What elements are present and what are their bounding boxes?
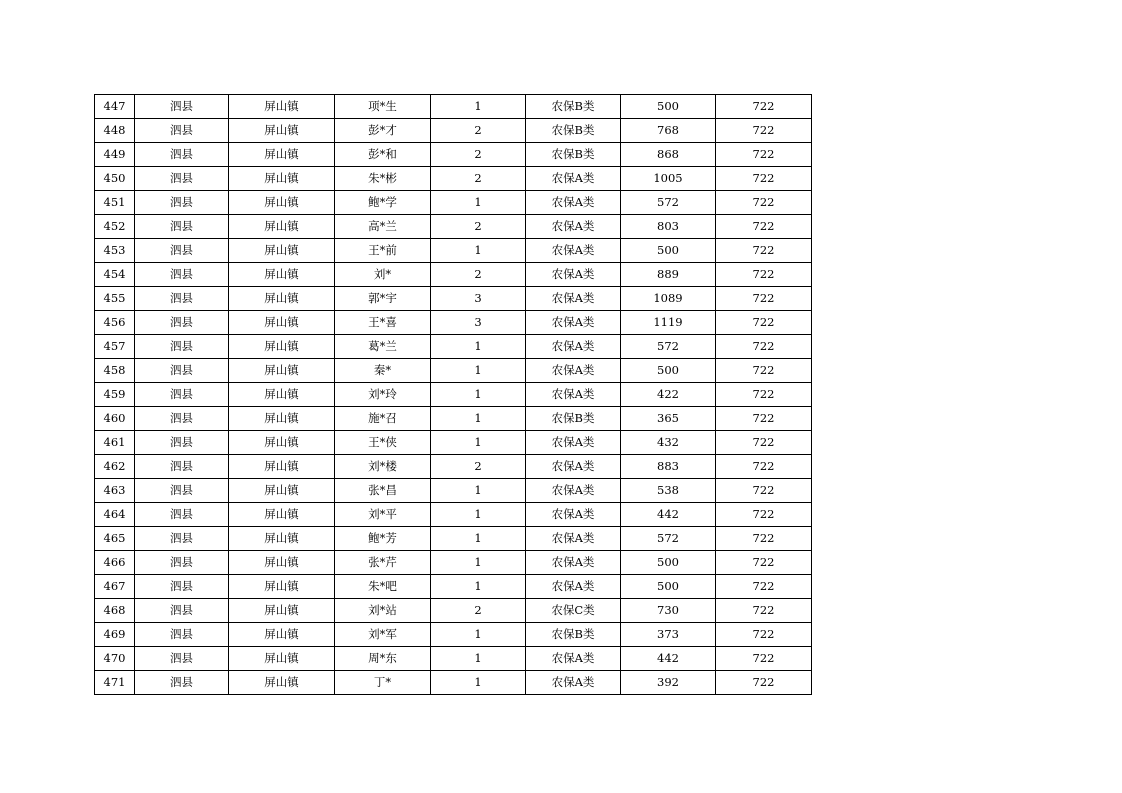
- row-number-cell: 467: [95, 575, 135, 599]
- row-number-cell: 462: [95, 455, 135, 479]
- table-row: [95, 167, 812, 191]
- name-cell: 张*芹: [335, 551, 431, 575]
- household-size-cell: 1: [431, 407, 526, 431]
- county-cell: 泗县: [135, 335, 229, 359]
- standard-cell: 722: [716, 479, 812, 503]
- table-row: [95, 479, 812, 503]
- insurance-category-cell: 农保A类: [526, 647, 621, 671]
- household-size-cell: 1: [431, 527, 526, 551]
- county-cell: 泗县: [135, 431, 229, 455]
- standard-cell: 722: [716, 119, 812, 143]
- insurance-category-cell: 农保A类: [526, 383, 621, 407]
- name-cell: 施*召: [335, 407, 431, 431]
- insurance-category-cell: 农保B类: [526, 95, 621, 119]
- amount-cell: 500: [621, 95, 716, 119]
- town-cell: 屏山镇: [229, 647, 335, 671]
- standard-cell: 722: [716, 551, 812, 575]
- standard-cell: 722: [716, 215, 812, 239]
- table-row: [95, 671, 812, 695]
- row-number-cell: 453: [95, 239, 135, 263]
- town-cell: 屏山镇: [229, 431, 335, 455]
- standard-cell: 722: [716, 191, 812, 215]
- town-cell: 屏山镇: [229, 479, 335, 503]
- insurance-category-cell: 农保A类: [526, 287, 621, 311]
- insurance-category-cell: 农保A类: [526, 455, 621, 479]
- standard-cell: 722: [716, 407, 812, 431]
- town-cell: 屏山镇: [229, 527, 335, 551]
- name-cell: 周*东: [335, 647, 431, 671]
- name-cell: 王*侠: [335, 431, 431, 455]
- household-size-cell: 1: [431, 671, 526, 695]
- table-row: [95, 359, 812, 383]
- amount-cell: 868: [621, 143, 716, 167]
- insurance-category-cell: 农保A类: [526, 359, 621, 383]
- table-row: [95, 527, 812, 551]
- row-number-cell: 464: [95, 503, 135, 527]
- household-size-cell: 1: [431, 503, 526, 527]
- household-size-cell: 2: [431, 455, 526, 479]
- town-cell: 屏山镇: [229, 407, 335, 431]
- household-size-cell: 1: [431, 335, 526, 359]
- standard-cell: 722: [716, 95, 812, 119]
- standard-cell: 722: [716, 671, 812, 695]
- town-cell: 屏山镇: [229, 359, 335, 383]
- county-cell: 泗县: [135, 455, 229, 479]
- standard-cell: 722: [716, 647, 812, 671]
- row-number-cell: 457: [95, 335, 135, 359]
- table-row: [95, 95, 812, 119]
- county-cell: 泗县: [135, 671, 229, 695]
- household-size-cell: 1: [431, 431, 526, 455]
- name-cell: 鲍*芳: [335, 527, 431, 551]
- insurance-category-cell: 农保A类: [526, 191, 621, 215]
- town-cell: 屏山镇: [229, 167, 335, 191]
- household-size-cell: 1: [431, 359, 526, 383]
- name-cell: 王*前: [335, 239, 431, 263]
- town-cell: 屏山镇: [229, 623, 335, 647]
- county-cell: 泗县: [135, 647, 229, 671]
- insurance-category-cell: 农保A类: [526, 311, 621, 335]
- county-cell: 泗县: [135, 359, 229, 383]
- table-row: [95, 455, 812, 479]
- amount-cell: 572: [621, 191, 716, 215]
- standard-cell: 722: [716, 287, 812, 311]
- county-cell: 泗县: [135, 263, 229, 287]
- amount-cell: 422: [621, 383, 716, 407]
- insurance-category-cell: 农保B类: [526, 407, 621, 431]
- insurance-category-cell: 农保B类: [526, 119, 621, 143]
- household-size-cell: 2: [431, 215, 526, 239]
- row-number-cell: 458: [95, 359, 135, 383]
- town-cell: 屏山镇: [229, 287, 335, 311]
- amount-cell: 1005: [621, 167, 716, 191]
- row-number-cell: 471: [95, 671, 135, 695]
- row-number-cell: 469: [95, 623, 135, 647]
- row-number-cell: 456: [95, 311, 135, 335]
- county-cell: 泗县: [135, 623, 229, 647]
- county-cell: 泗县: [135, 119, 229, 143]
- row-number-cell: 460: [95, 407, 135, 431]
- household-size-cell: 2: [431, 599, 526, 623]
- name-cell: 刘*楼: [335, 455, 431, 479]
- town-cell: 屏山镇: [229, 263, 335, 287]
- amount-cell: 373: [621, 623, 716, 647]
- name-cell: 彭*才: [335, 119, 431, 143]
- town-cell: 屏山镇: [229, 551, 335, 575]
- standard-cell: 722: [716, 239, 812, 263]
- town-cell: 屏山镇: [229, 383, 335, 407]
- row-number-cell: 448: [95, 119, 135, 143]
- standard-cell: 722: [716, 623, 812, 647]
- county-cell: 泗县: [135, 239, 229, 263]
- town-cell: 屏山镇: [229, 215, 335, 239]
- name-cell: 王*喜: [335, 311, 431, 335]
- household-size-cell: 1: [431, 191, 526, 215]
- standard-cell: 722: [716, 359, 812, 383]
- county-cell: 泗县: [135, 407, 229, 431]
- household-size-cell: 1: [431, 575, 526, 599]
- amount-cell: 500: [621, 551, 716, 575]
- name-cell: 彭*和: [335, 143, 431, 167]
- county-cell: 泗县: [135, 311, 229, 335]
- standard-cell: 722: [716, 383, 812, 407]
- county-cell: 泗县: [135, 599, 229, 623]
- name-cell: 丁*: [335, 671, 431, 695]
- table-row: [95, 335, 812, 359]
- town-cell: 屏山镇: [229, 335, 335, 359]
- county-cell: 泗县: [135, 479, 229, 503]
- row-number-cell: 466: [95, 551, 135, 575]
- county-cell: 泗县: [135, 527, 229, 551]
- table-row: [95, 647, 812, 671]
- household-size-cell: 3: [431, 287, 526, 311]
- name-cell: 郭*宇: [335, 287, 431, 311]
- name-cell: 高*兰: [335, 215, 431, 239]
- household-size-cell: 3: [431, 311, 526, 335]
- county-cell: 泗县: [135, 575, 229, 599]
- insurance-category-cell: 农保A类: [526, 503, 621, 527]
- amount-cell: 768: [621, 119, 716, 143]
- row-number-cell: 468: [95, 599, 135, 623]
- row-number-cell: 452: [95, 215, 135, 239]
- county-cell: 泗县: [135, 503, 229, 527]
- town-cell: 屏山镇: [229, 455, 335, 479]
- insurance-category-cell: 农保A类: [526, 215, 621, 239]
- household-size-cell: 1: [431, 623, 526, 647]
- insurance-category-cell: 农保B类: [526, 143, 621, 167]
- amount-cell: 572: [621, 335, 716, 359]
- county-cell: 泗县: [135, 287, 229, 311]
- table-body: [95, 95, 812, 695]
- table-row: [95, 407, 812, 431]
- table-row: [95, 191, 812, 215]
- insurance-category-cell: 农保B类: [526, 623, 621, 647]
- town-cell: 屏山镇: [229, 575, 335, 599]
- town-cell: 屏山镇: [229, 95, 335, 119]
- town-cell: 屏山镇: [229, 599, 335, 623]
- county-cell: 泗县: [135, 215, 229, 239]
- standard-cell: 722: [716, 455, 812, 479]
- town-cell: 屏山镇: [229, 311, 335, 335]
- standard-cell: 722: [716, 431, 812, 455]
- standard-cell: 722: [716, 143, 812, 167]
- name-cell: 项*生: [335, 95, 431, 119]
- amount-cell: 889: [621, 263, 716, 287]
- household-size-cell: 1: [431, 95, 526, 119]
- row-number-cell: 447: [95, 95, 135, 119]
- table-row: [95, 575, 812, 599]
- table-row: [95, 287, 812, 311]
- insurance-category-cell: 农保A类: [526, 431, 621, 455]
- amount-cell: 500: [621, 575, 716, 599]
- row-number-cell: 461: [95, 431, 135, 455]
- insurance-category-cell: 农保C类: [526, 599, 621, 623]
- table-row: [95, 383, 812, 407]
- town-cell: 屏山镇: [229, 671, 335, 695]
- row-number-cell: 465: [95, 527, 135, 551]
- row-number-cell: 451: [95, 191, 135, 215]
- household-size-cell: 1: [431, 551, 526, 575]
- row-number-cell: 450: [95, 167, 135, 191]
- table-row: [95, 143, 812, 167]
- amount-cell: 883: [621, 455, 716, 479]
- name-cell: 朱*彬: [335, 167, 431, 191]
- town-cell: 屏山镇: [229, 143, 335, 167]
- insurance-category-cell: 农保A类: [526, 551, 621, 575]
- amount-cell: 392: [621, 671, 716, 695]
- table-row: [95, 215, 812, 239]
- table-row: [95, 431, 812, 455]
- insurance-category-cell: 农保A类: [526, 335, 621, 359]
- row-number-cell: 470: [95, 647, 135, 671]
- name-cell: 朱*吧: [335, 575, 431, 599]
- county-cell: 泗县: [135, 551, 229, 575]
- amount-cell: 442: [621, 647, 716, 671]
- name-cell: 张*昌: [335, 479, 431, 503]
- name-cell: 刘*军: [335, 623, 431, 647]
- table-row: [95, 263, 812, 287]
- standard-cell: 722: [716, 599, 812, 623]
- standard-cell: 722: [716, 503, 812, 527]
- amount-cell: 803: [621, 215, 716, 239]
- name-cell: 鲍*学: [335, 191, 431, 215]
- row-number-cell: 455: [95, 287, 135, 311]
- household-size-cell: 1: [431, 479, 526, 503]
- insurance-category-cell: 农保A类: [526, 479, 621, 503]
- household-size-cell: 2: [431, 119, 526, 143]
- name-cell: 刘*平: [335, 503, 431, 527]
- county-cell: 泗县: [135, 143, 229, 167]
- household-size-cell: 1: [431, 239, 526, 263]
- name-cell: 刘*玲: [335, 383, 431, 407]
- name-cell: 刘*: [335, 263, 431, 287]
- amount-cell: 500: [621, 239, 716, 263]
- amount-cell: 442: [621, 503, 716, 527]
- table-row: [95, 119, 812, 143]
- standard-cell: 722: [716, 311, 812, 335]
- amount-cell: 1089: [621, 287, 716, 311]
- town-cell: 屏山镇: [229, 119, 335, 143]
- name-cell: 刘*站: [335, 599, 431, 623]
- amount-cell: 572: [621, 527, 716, 551]
- name-cell: 秦*: [335, 359, 431, 383]
- data-table: [94, 94, 812, 695]
- table-row: [95, 503, 812, 527]
- insurance-category-cell: 农保A类: [526, 527, 621, 551]
- amount-cell: 1119: [621, 311, 716, 335]
- household-size-cell: 2: [431, 167, 526, 191]
- town-cell: 屏山镇: [229, 503, 335, 527]
- row-number-cell: 463: [95, 479, 135, 503]
- household-size-cell: 2: [431, 263, 526, 287]
- table-row: [95, 311, 812, 335]
- insurance-category-cell: 农保A类: [526, 671, 621, 695]
- standard-cell: 722: [716, 527, 812, 551]
- town-cell: 屏山镇: [229, 239, 335, 263]
- table-row: [95, 239, 812, 263]
- amount-cell: 538: [621, 479, 716, 503]
- county-cell: 泗县: [135, 383, 229, 407]
- table-row: [95, 551, 812, 575]
- amount-cell: 365: [621, 407, 716, 431]
- amount-cell: 730: [621, 599, 716, 623]
- county-cell: 泗县: [135, 167, 229, 191]
- name-cell: 葛*兰: [335, 335, 431, 359]
- amount-cell: 432: [621, 431, 716, 455]
- amount-cell: 500: [621, 359, 716, 383]
- insurance-category-cell: 农保A类: [526, 263, 621, 287]
- insurance-category-cell: 农保A类: [526, 575, 621, 599]
- table-row: [95, 599, 812, 623]
- town-cell: 屏山镇: [229, 191, 335, 215]
- row-number-cell: 459: [95, 383, 135, 407]
- row-number-cell: 449: [95, 143, 135, 167]
- standard-cell: 722: [716, 167, 812, 191]
- table-row: [95, 623, 812, 647]
- insurance-category-cell: 农保A类: [526, 239, 621, 263]
- standard-cell: 722: [716, 263, 812, 287]
- county-cell: 泗县: [135, 191, 229, 215]
- household-size-cell: 1: [431, 647, 526, 671]
- county-cell: 泗县: [135, 95, 229, 119]
- household-size-cell: 1: [431, 383, 526, 407]
- household-size-cell: 2: [431, 143, 526, 167]
- standard-cell: 722: [716, 575, 812, 599]
- row-number-cell: 454: [95, 263, 135, 287]
- insurance-category-cell: 农保A类: [526, 167, 621, 191]
- standard-cell: 722: [716, 335, 812, 359]
